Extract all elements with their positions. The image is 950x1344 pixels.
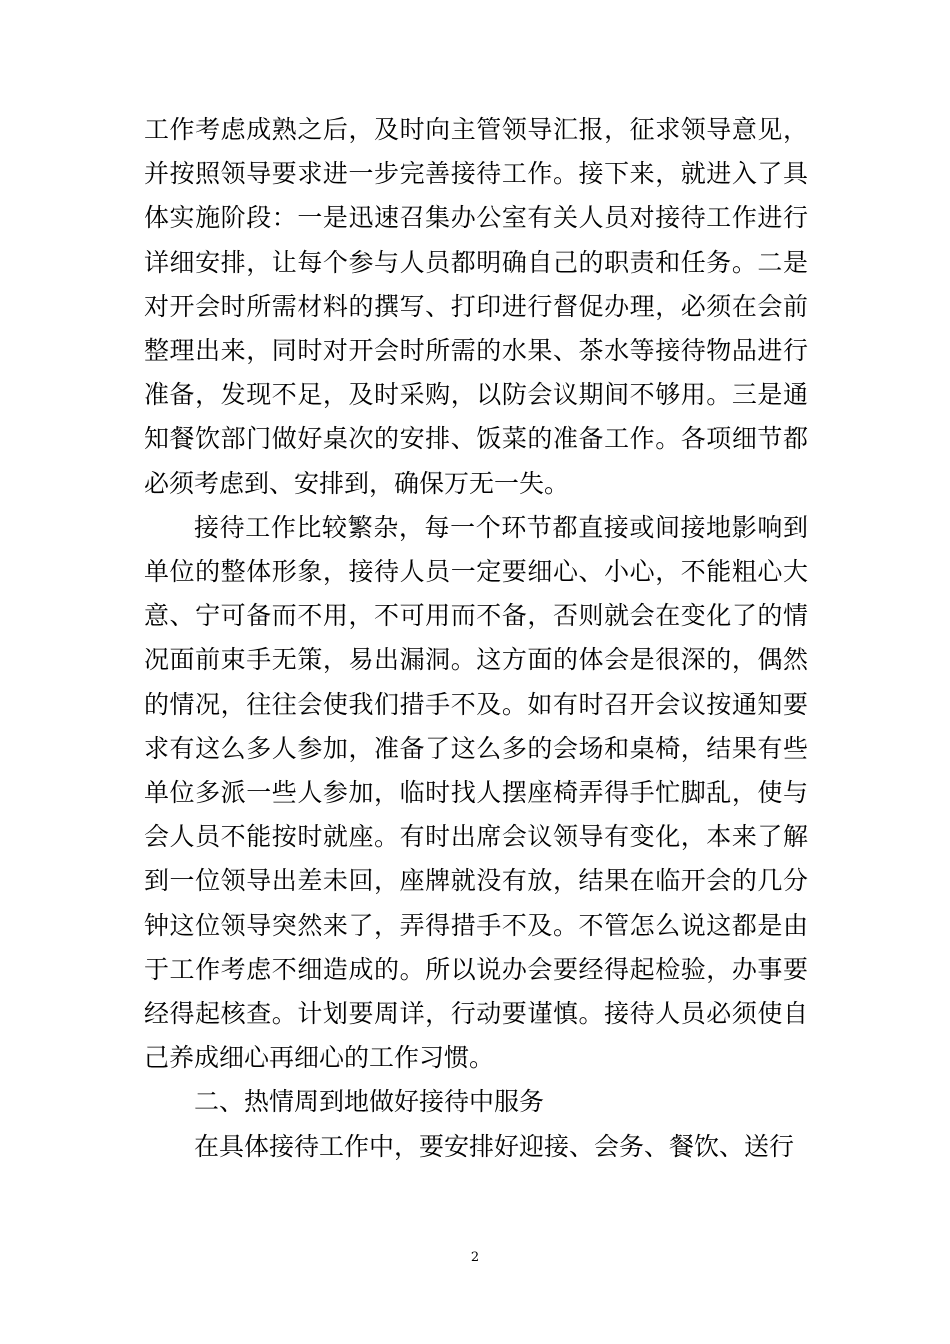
page-number: 2 [470, 1250, 480, 1265]
paragraph-continuation: 工作考虑成熟之后，及时向主管领导汇报，征求领导意见，并按照领导要求进一步完善接待工作。接下来，就进入了具体实施阶段：一是迅速召集办公室有关人员对接待工作进行详细安排，让每个参与人员都明确自己的职责和任务。二是对开会时所需材料的撰写、打印进行督促办理，必须在会前整理出来，同时对开会时所需的水果、茶水等接待物品进行准备，发现不足，及时采购，以防会议期间不够用。三是通知餐饮部门做好桌次的安排、饭菜的准备工作。各项细节都必须考虑到、安排到，确保万无一失。 [144, 115, 808, 498]
section-heading: 二、热情周到地做好接待中服务 [194, 1087, 545, 1117]
paragraph-reception-details: 接待工作比较繁杂，每一个环节都直接或间接地影响到单位的整体形象，接待人员一定要细心、小心，不能粗心大意、宁可备而不用，不可用而不备，否则就会在变化了的情况面前束手无策，易出漏洞。这方面的体会是很深的，偶然的情况，往往会使我们措手不及。如有时召开会议按通知要求有这么多人参加，准备了这么多的会场和桌椅，结果有些单位多派一些人参加，临时找人摆座椅弄得手忙脚乱，使与会人员不能按时就座。有时出席会议领导有变化，本来了解到一位领导出差未回，座牌就没有放，结果在临开会的几分钟这位领导突然来了，弄得措手不及。不管怎么说这都是由于工作考虑不细造成的。所以说办会要经得起检验，办事要经得起核查。计划要周详，行动要谨慎。接待人员必须使自己养成细心再细心的工作习惯。 [144, 512, 808, 1073]
paragraph-reception-service: 在具体接待工作中，要安排好迎接、会务、餐饮、送行 [194, 1131, 795, 1161]
document-body [144, 108, 808, 1169]
